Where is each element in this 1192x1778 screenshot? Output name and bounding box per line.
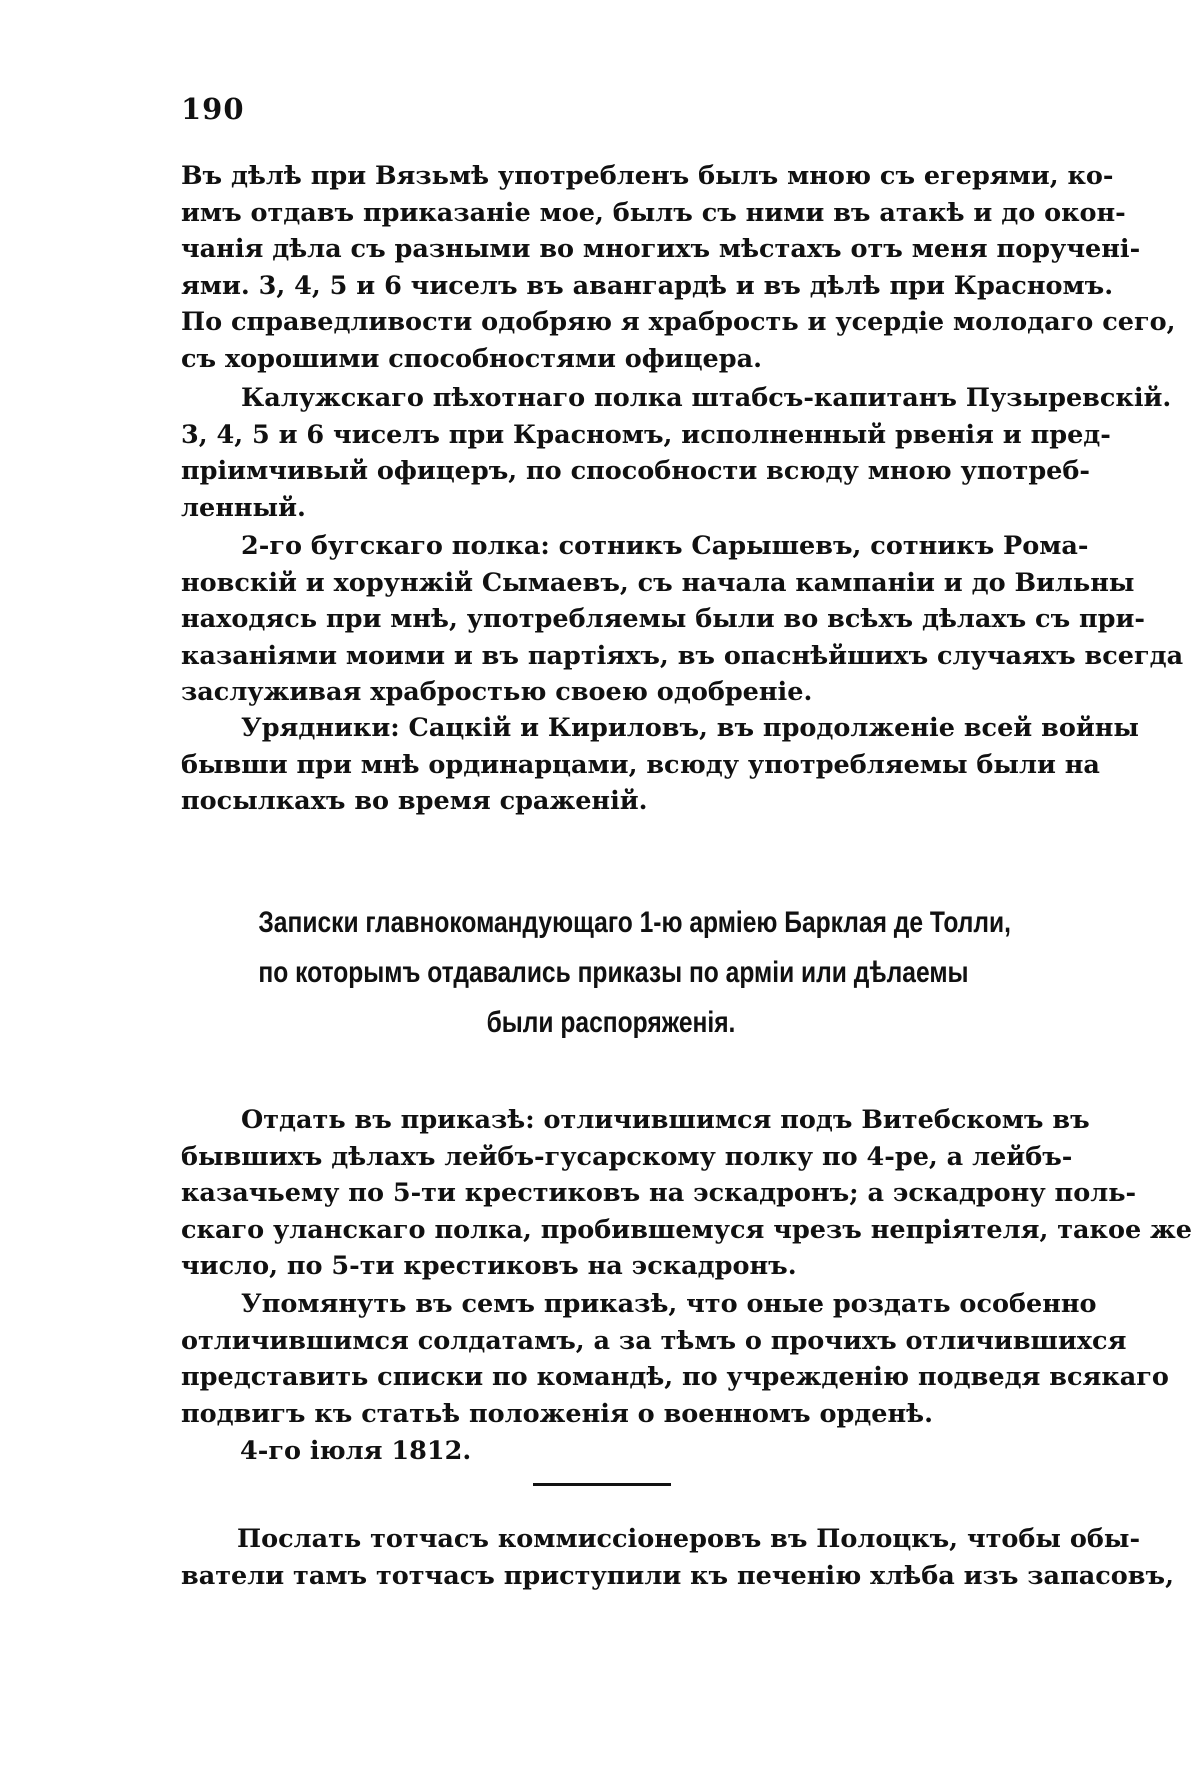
text-line: чанія дѣла съ разными во многихъ мѣстахъ отъ меня порученi-	[181, 234, 1141, 265]
text-line: Въ дѣлѣ при Вязьмѣ употребленъ былъ мною съ егерями, ко-	[181, 161, 1114, 191]
text-line: 3, 4, 5 и 6 чиселъ при Красномъ, исполненный рвенія и пред-	[181, 419, 1111, 450]
separator-rule	[533, 1483, 671, 1486]
text-line: казаніями моими и въ партіяхъ, въ опаснѣйшихъ случаяхъ всегда	[181, 640, 1184, 671]
paragraph-vitebsk-order	[181, 1102, 1192, 1285]
text-line: Урядники: Сацкій и Кириловъ, въ продолженіе всей войны	[241, 713, 1139, 743]
text-line: новскій и хорунжій Сымаевъ, съ начала кампаніи и до Вильны	[181, 567, 1135, 598]
text-line: имъ отдавъ приказаніе мое, былъ съ ними въ атакѣ и до окон-	[181, 197, 1126, 228]
text-line: Послать тотчасъ коммиссіонеровъ въ Полоцкъ, чтобы обы-	[237, 1524, 1141, 1554]
text-line: заслуживая храбростью своею одобреніе.	[181, 677, 813, 708]
paragraph-polotsk	[181, 1521, 1174, 1594]
text-line: 2-го бугскаго полка: сотникъ Сарышевъ, сотникъ Рома-	[241, 531, 1089, 561]
text-line: посылкахъ во время сраженій.	[181, 786, 648, 817]
paragraph-vyazma	[181, 158, 1176, 378]
text-line: По справедливости одобряю я храбрость и усердіе молодаго сего,	[181, 307, 1176, 338]
text-line: число, по 5-ти крестиковъ на эскадронъ.	[181, 1251, 797, 1282]
text-line: Калужскаго пѣхотнаго полка штабсъ-капитанъ Пузыревскій.	[241, 383, 1172, 413]
text-line: представить списки по командѣ, по учрежденію подведя всякаго	[181, 1362, 1169, 1393]
text-line: бывши при мнѣ ординарцами, всюду употребляемы были на	[181, 749, 1100, 780]
text-line: Упомянуть въ семъ приказѣ, что оные роздать особенно	[241, 1289, 1097, 1319]
text-line: ватели тамъ тотчасъ приступили къ печенію хлѣба изъ запасовъ,	[181, 1560, 1174, 1591]
section-heading	[258, 898, 1012, 1048]
text-line: подвигъ къ статьѣ положенія о военномъ орденѣ.	[181, 1398, 933, 1429]
heading-line: Записки главнокомандующаго 1-ю арміею Барклая де Толли,	[258, 906, 1012, 939]
text-line: находясь при мнѣ, употребляемы были во всѣхъ дѣлахъ съ при-	[181, 604, 1146, 635]
text-line: казачьему по 5-ти крестиковъ на эскадронъ; а эскадрону поль-	[181, 1178, 1137, 1209]
text-line: пріимчивый офицеръ, по способности всюду мною употреб-	[181, 456, 1090, 487]
text-line: Отдать въ приказѣ: отличившимся подъ Витебскомъ въ	[241, 1105, 1090, 1135]
text-line: ленный.	[181, 492, 306, 523]
text-line: бывшихъ дѣлахъ лейбъ-гусарскому полку по 4-ре, а лейбъ-	[181, 1141, 1073, 1172]
paragraph-kaluga-regiment	[181, 380, 1172, 526]
paragraph-bug-regiment	[181, 528, 1184, 711]
paragraph-distribution	[181, 1286, 1169, 1432]
date-line: 4-го іюля 1812.	[240, 1436, 472, 1466]
text-line: скаго уланскаго полка, пробившемуся чрезъ непріятеля, такое же	[181, 1214, 1192, 1245]
heading-line: по которымъ отдавались приказы по арміи или дѣлаемы	[258, 956, 969, 989]
text-line: съ хорошими способностями офицера.	[181, 343, 763, 374]
text-line: ями. 3, 4, 5 и 6 чиселъ въ авангардѣ и въ дѣлѣ при Красномъ.	[181, 270, 1114, 301]
paragraph-uryadniki	[181, 710, 1139, 820]
heading-line: были распоряженія.	[486, 1006, 736, 1039]
text-line: отличившимся солдатамъ, а за тѣмъ о прочихъ отличившихся	[181, 1325, 1127, 1356]
page-number: 190	[181, 92, 245, 126]
